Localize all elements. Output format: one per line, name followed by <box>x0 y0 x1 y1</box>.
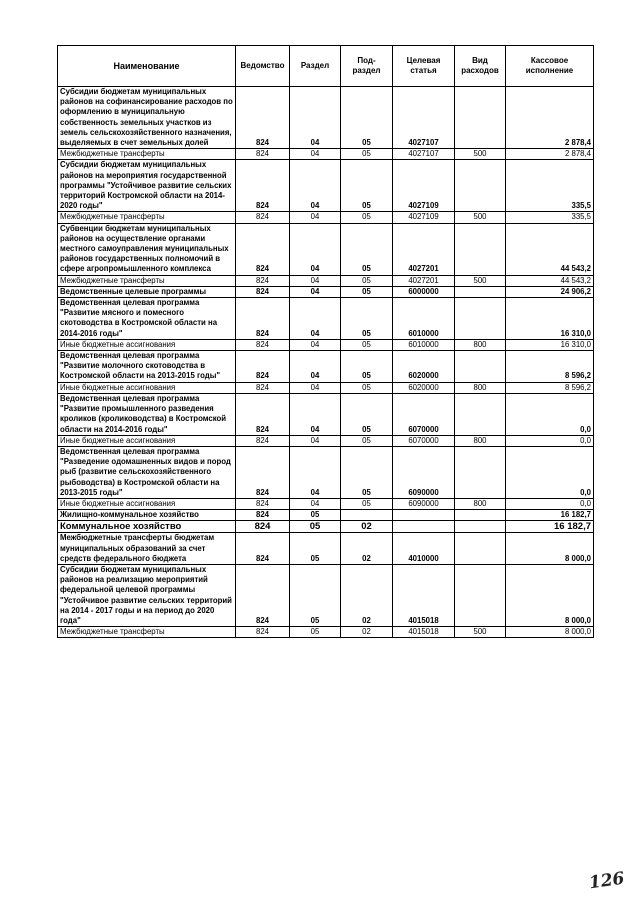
cell-execution: 335,5 <box>506 212 594 223</box>
header-subsection: Под- раздел <box>341 46 393 87</box>
cell-expense-type: 500 <box>455 275 506 286</box>
cell-name: Иные бюджетные ассигнования <box>58 339 236 350</box>
cell-subsection: 05 <box>341 351 393 383</box>
cell-name: Межбюджетные трансферты бюджетам муниципальных образований за счет средств федерального бюджета <box>58 533 236 565</box>
cell-execution: 0,0 <box>506 435 594 446</box>
cell-section: 05 <box>290 533 341 565</box>
cell-name: Межбюджетные трансферты <box>58 627 236 638</box>
table-row <box>58 87 594 149</box>
cell-name: Ведомственная целевая программа "Разведение одомашненных видов и пород рыб (развитие сельскохозяйственного рыбоводства) в Костромской области на 2013-2015 годы" <box>58 446 236 498</box>
cell-target-article: 4015018 <box>393 564 455 626</box>
cell-name: Иные бюджетные ассигнования <box>58 498 236 509</box>
cell-department: 824 <box>236 521 290 533</box>
header-target-article: Целевая статья <box>393 46 455 87</box>
cell-department: 824 <box>236 498 290 509</box>
cell-target-article: 4027201 <box>393 223 455 275</box>
cell-name: Ведомственная целевая программа "Развитие промышленного разведения кроликов (кролиководства) в Костромской области на 2014-2016 годы" <box>58 393 236 435</box>
header-expense-type: Вид расходов <box>455 46 506 87</box>
cell-target-article: 6010000 <box>393 298 455 340</box>
cell-section: 05 <box>290 627 341 638</box>
cell-target-article: 4010000 <box>393 533 455 565</box>
cell-name: Межбюджетные трансферты <box>58 212 236 223</box>
cell-name: Ведомственная целевая программа "Развитие мясного и помесного скотоводства в Костромской области на 2014-2016 годы" <box>58 298 236 340</box>
cell-subsection: 02 <box>341 533 393 565</box>
cell-section: 04 <box>290 339 341 350</box>
cell-target-article: 4027107 <box>393 149 455 160</box>
cell-name: Субсидии бюджетам муниципальных районов на софинансирование расходов по оформлению в муниципальную собственность земельных участков из земель сельскохозяйственного назначения, выделяемых в счет земельных долей <box>58 87 236 149</box>
cell-execution: 0,0 <box>506 446 594 498</box>
table-row <box>58 533 594 565</box>
cell-execution: 0,0 <box>506 393 594 435</box>
cell-expense-type <box>455 160 506 212</box>
header-name: Наименование <box>58 46 236 87</box>
cell-target-article: 6010000 <box>393 339 455 350</box>
cell-target-article: 6090000 <box>393 446 455 498</box>
budget-execution-table <box>57 45 594 638</box>
cell-name: Ведомственная целевая программа "Развитие молочного скотоводства в Костромской области на 2013-2015 годы" <box>58 351 236 383</box>
cell-execution: 16 182,7 <box>506 521 594 533</box>
table-row <box>58 160 594 212</box>
cell-execution: 8 596,2 <box>506 382 594 393</box>
cell-section: 04 <box>290 286 341 297</box>
cell-section: 04 <box>290 351 341 383</box>
cell-department: 824 <box>236 339 290 350</box>
table-row <box>58 435 594 446</box>
cell-department: 824 <box>236 393 290 435</box>
cell-target-article: 6070000 <box>393 393 455 435</box>
cell-section: 04 <box>290 498 341 509</box>
cell-expense-type: 500 <box>455 149 506 160</box>
cell-name: Субвенции бюджетам муниципальных районов на осуществление органами местного самоуправления муниципальных районов государственных полномочий в сфере агропромышленного комплекса <box>58 223 236 275</box>
cell-department: 824 <box>236 435 290 446</box>
cell-department: 824 <box>236 627 290 638</box>
cell-subsection <box>341 510 393 521</box>
cell-expense-type <box>455 510 506 521</box>
cell-department: 824 <box>236 298 290 340</box>
table-row <box>58 212 594 223</box>
cell-target-article <box>393 521 455 533</box>
cell-expense-type <box>455 564 506 626</box>
cell-target-article: 4027109 <box>393 212 455 223</box>
cell-department: 824 <box>236 223 290 275</box>
cell-subsection: 05 <box>341 286 393 297</box>
table-header-row <box>58 46 594 87</box>
table-row <box>58 564 594 626</box>
cell-section: 04 <box>290 149 341 160</box>
cell-subsection: 05 <box>341 298 393 340</box>
cell-name: Межбюджетные трансферты <box>58 149 236 160</box>
cell-expense-type <box>455 393 506 435</box>
cell-section: 04 <box>290 298 341 340</box>
cell-expense-type: 800 <box>455 382 506 393</box>
cell-execution: 335,5 <box>506 160 594 212</box>
header-execution: Кассовое исполнение <box>506 46 594 87</box>
cell-department: 824 <box>236 87 290 149</box>
cell-subsection: 05 <box>341 160 393 212</box>
cell-section: 05 <box>290 510 341 521</box>
cell-execution: 16 310,0 <box>506 339 594 350</box>
table-row <box>58 382 594 393</box>
cell-target-article: 4015018 <box>393 627 455 638</box>
table-row <box>58 510 594 521</box>
cell-subsection: 05 <box>341 275 393 286</box>
cell-target-article: 6000000 <box>393 286 455 297</box>
cell-expense-type <box>455 446 506 498</box>
cell-subsection: 05 <box>341 393 393 435</box>
cell-subsection: 02 <box>341 627 393 638</box>
cell-name: Субсидии бюджетам муниципальных районов на реализацию мероприятий федеральной целевой программы "Устойчивое развитие сельских территорий на 2014 - 2017 годы и на период до 2020 года" <box>58 564 236 626</box>
cell-department: 824 <box>236 510 290 521</box>
cell-department: 824 <box>236 351 290 383</box>
table-row <box>58 498 594 509</box>
cell-execution: 24 906,2 <box>506 286 594 297</box>
cell-expense-type <box>455 87 506 149</box>
cell-section: 04 <box>290 275 341 286</box>
cell-target-article: 6090000 <box>393 498 455 509</box>
cell-section: 04 <box>290 435 341 446</box>
cell-execution: 2 878,4 <box>506 149 594 160</box>
cell-execution: 44 543,2 <box>506 223 594 275</box>
cell-expense-type <box>455 223 506 275</box>
table-row <box>58 149 594 160</box>
cell-expense-type: 500 <box>455 212 506 223</box>
cell-expense-type <box>455 286 506 297</box>
cell-name: Коммунальное хозяйство <box>58 521 236 533</box>
cell-execution: 8 000,0 <box>506 533 594 565</box>
page-number: 126 <box>587 868 626 894</box>
cell-expense-type <box>455 521 506 533</box>
cell-expense-type: 500 <box>455 627 506 638</box>
cell-subsection: 02 <box>341 521 393 533</box>
cell-subsection: 05 <box>341 149 393 160</box>
cell-execution: 0,0 <box>506 498 594 509</box>
table-row <box>58 393 594 435</box>
table-body <box>58 87 594 638</box>
cell-expense-type: 800 <box>455 435 506 446</box>
cell-name: Субсидии бюджетам муниципальных районов на мероприятия государственной программы "Устойчивое развитие сельских территорий Костромской области на 2014-2020 годы" <box>58 160 236 212</box>
cell-target-article: 6070000 <box>393 435 455 446</box>
cell-section: 04 <box>290 160 341 212</box>
cell-expense-type <box>455 351 506 383</box>
cell-execution: 8 000,0 <box>506 627 594 638</box>
header-department: Ведомство <box>236 46 290 87</box>
cell-execution: 44 543,2 <box>506 275 594 286</box>
cell-department: 824 <box>236 275 290 286</box>
cell-expense-type <box>455 298 506 340</box>
cell-target-article: 6020000 <box>393 382 455 393</box>
cell-subsection: 05 <box>341 223 393 275</box>
cell-department: 824 <box>236 533 290 565</box>
header-section: Раздел <box>290 46 341 87</box>
cell-target-article: 4027201 <box>393 275 455 286</box>
cell-section: 04 <box>290 382 341 393</box>
cell-section: 04 <box>290 212 341 223</box>
cell-department: 824 <box>236 160 290 212</box>
cell-department: 824 <box>236 382 290 393</box>
cell-department: 824 <box>236 564 290 626</box>
table-row <box>58 521 594 533</box>
cell-subsection: 05 <box>341 87 393 149</box>
cell-section: 05 <box>290 521 341 533</box>
cell-subsection: 02 <box>341 564 393 626</box>
cell-execution: 16 310,0 <box>506 298 594 340</box>
cell-subsection: 05 <box>341 212 393 223</box>
cell-department: 824 <box>236 212 290 223</box>
cell-execution: 16 182,7 <box>506 510 594 521</box>
cell-execution: 8 000,0 <box>506 564 594 626</box>
cell-section: 04 <box>290 87 341 149</box>
table-row <box>58 275 594 286</box>
cell-expense-type: 800 <box>455 339 506 350</box>
cell-name: Ведомственные целевые программы <box>58 286 236 297</box>
cell-name: Иные бюджетные ассигнования <box>58 435 236 446</box>
cell-target-article <box>393 510 455 521</box>
table-row <box>58 223 594 275</box>
cell-expense-type: 800 <box>455 498 506 509</box>
cell-subsection: 05 <box>341 339 393 350</box>
cell-subsection: 05 <box>341 435 393 446</box>
cell-execution: 2 878,4 <box>506 87 594 149</box>
cell-subsection: 05 <box>341 498 393 509</box>
cell-target-article: 4027109 <box>393 160 455 212</box>
cell-expense-type <box>455 533 506 565</box>
table-row <box>58 339 594 350</box>
cell-department: 824 <box>236 149 290 160</box>
table-row <box>58 351 594 383</box>
cell-name: Межбюджетные трансферты <box>58 275 236 286</box>
cell-department: 824 <box>236 446 290 498</box>
cell-name: Иные бюджетные ассигнования <box>58 382 236 393</box>
cell-section: 04 <box>290 446 341 498</box>
cell-section: 04 <box>290 223 341 275</box>
cell-execution: 8 596,2 <box>506 351 594 383</box>
cell-target-article: 4027107 <box>393 87 455 149</box>
cell-department: 824 <box>236 286 290 297</box>
cell-subsection: 05 <box>341 382 393 393</box>
table-row <box>58 627 594 638</box>
cell-target-article: 6020000 <box>393 351 455 383</box>
cell-subsection: 05 <box>341 446 393 498</box>
table-row <box>58 286 594 297</box>
cell-section: 04 <box>290 393 341 435</box>
table-row <box>58 446 594 498</box>
table-row <box>58 298 594 340</box>
cell-section: 05 <box>290 564 341 626</box>
cell-name: Жилищно-коммунальное хозяйство <box>58 510 236 521</box>
